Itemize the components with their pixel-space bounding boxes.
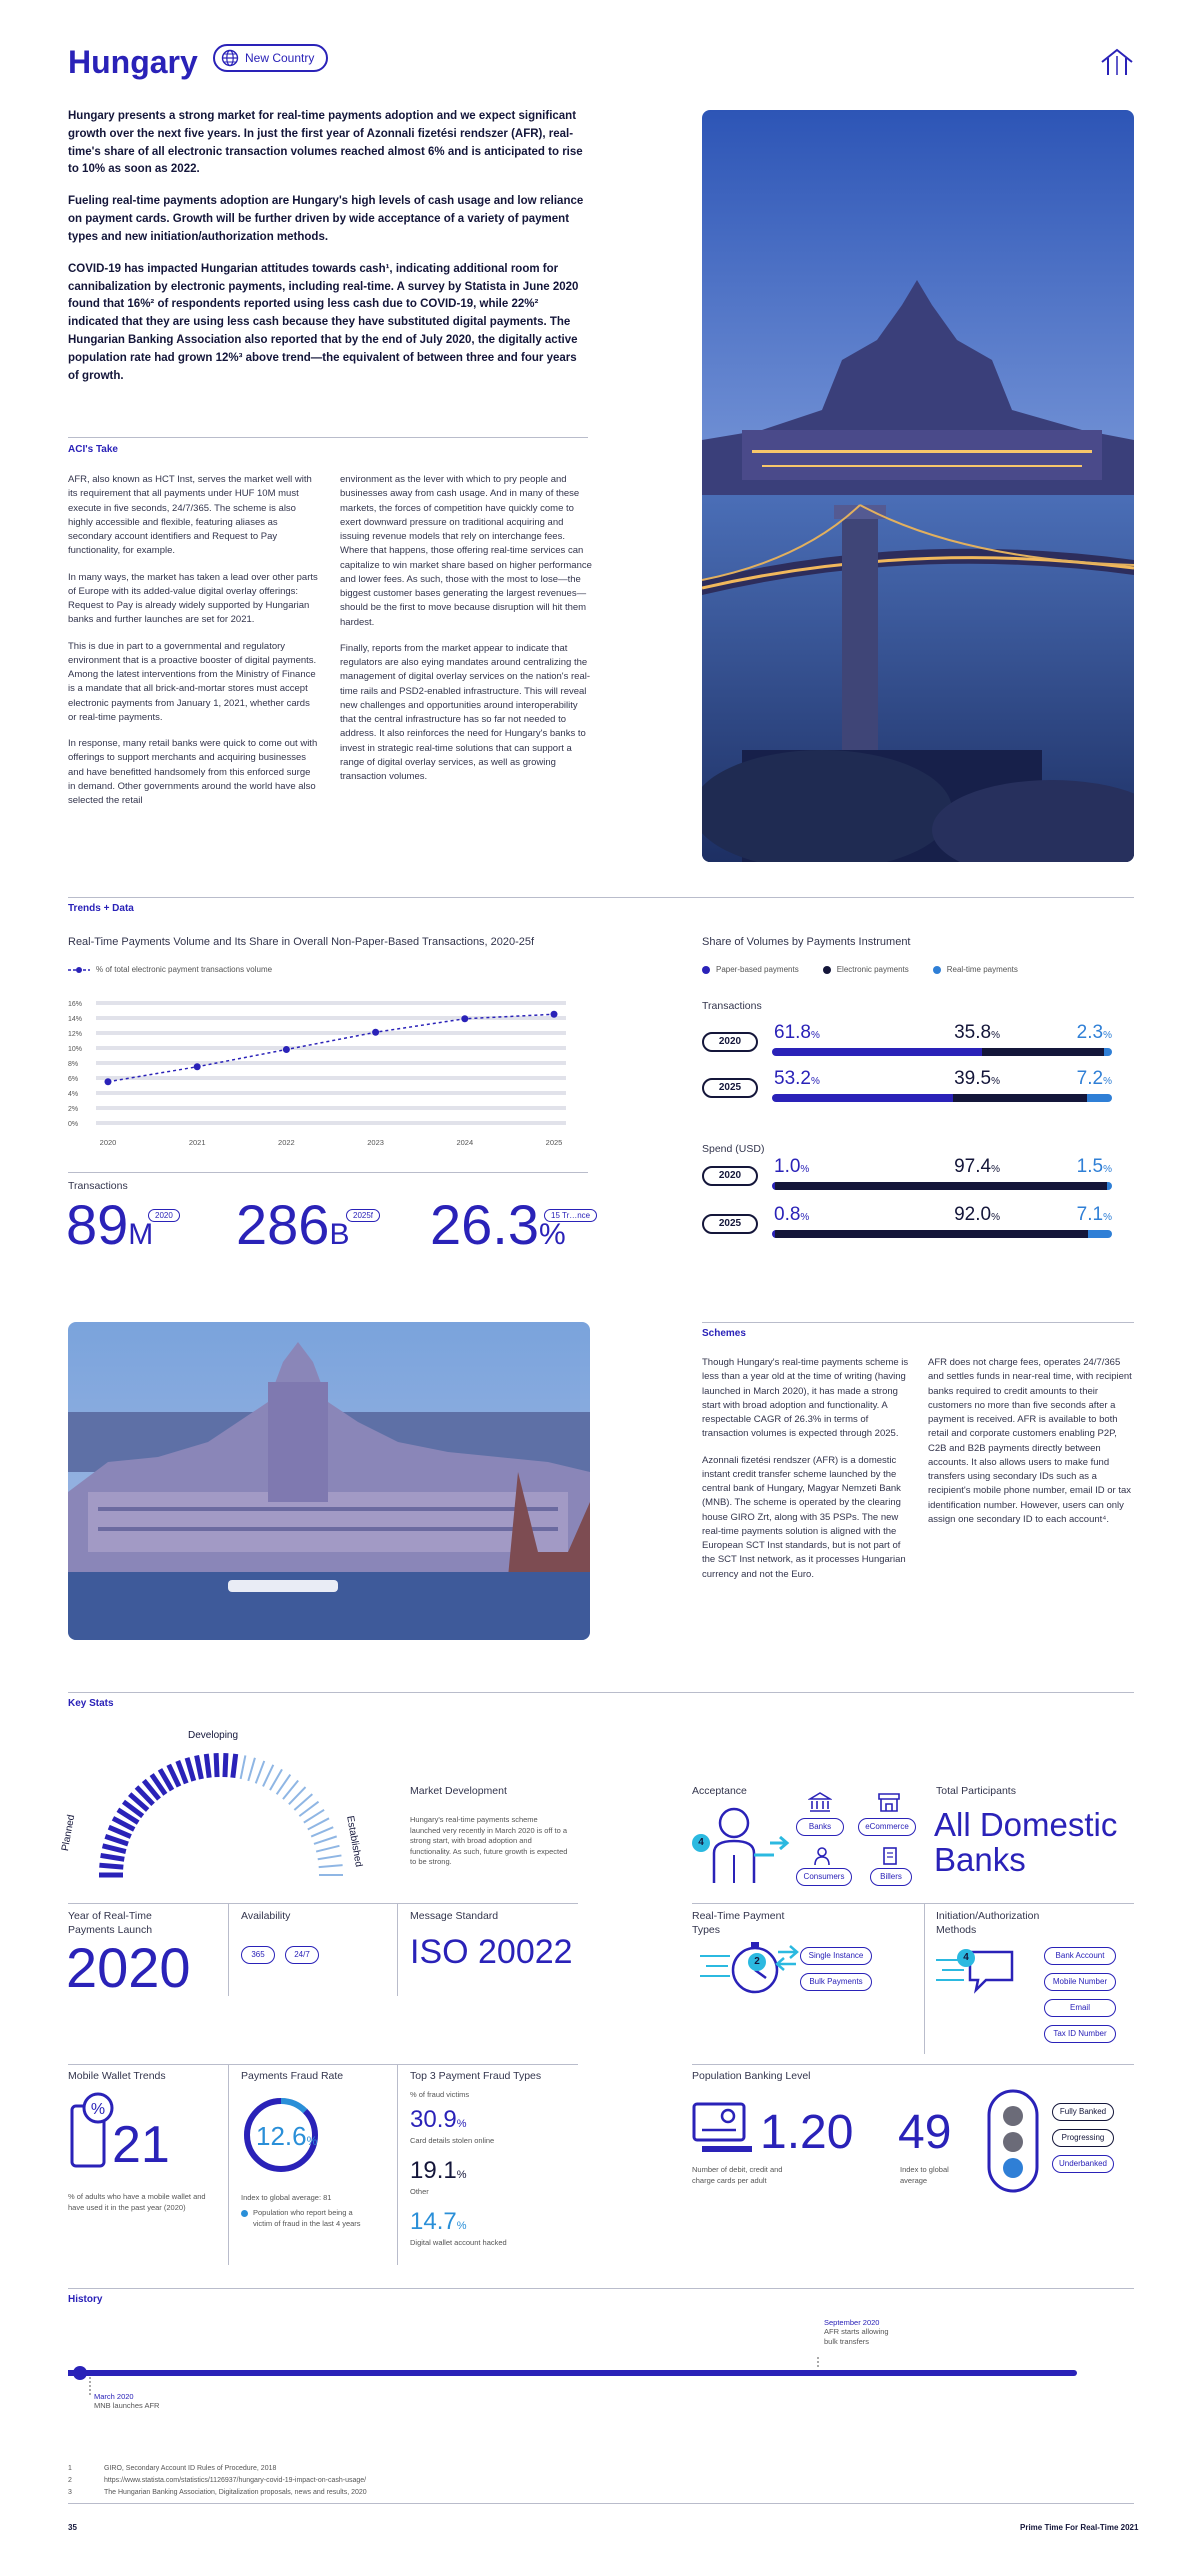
cards-label: Number of debit, credit and charge cards per adult xyxy=(692,2165,783,2185)
share-bar-segment xyxy=(1087,1094,1111,1102)
share-bar-segment xyxy=(953,1094,1087,1102)
share-value: 97.4% xyxy=(954,1156,1000,1177)
x-tick-label: 2024 xyxy=(456,1138,474,1147)
gauge-tick xyxy=(206,1754,209,1778)
globe-icon xyxy=(221,49,239,67)
fraud-rate-value xyxy=(256,2121,317,2152)
home-icon[interactable] xyxy=(1100,48,1134,76)
stat-value: 26.3 xyxy=(430,1193,539,1256)
share-bar-segment xyxy=(775,1182,1106,1190)
stat-tag: 15 Tr…nce xyxy=(544,1209,597,1222)
initiation-title: Initiation/Authorization Methods xyxy=(936,1910,1040,1936)
key-stats-label: Key Stats xyxy=(68,1698,114,1709)
gauge-label-left: Planned xyxy=(60,1813,78,1852)
gauge-tick xyxy=(187,1758,194,1781)
share-value: 7.2% xyxy=(1076,1068,1112,1089)
aci-take-col2 xyxy=(340,473,592,796)
initiation-chip: Bank Account xyxy=(1044,1947,1116,1965)
initiation-chip: Tax ID Number xyxy=(1044,2025,1116,2043)
share-number: 7.1 xyxy=(1076,1204,1104,1225)
footnote-number: 2 xyxy=(68,2477,72,2484)
maturity-gauge xyxy=(76,1735,366,1885)
stat-cagr xyxy=(430,1192,566,1257)
y-tick-label: 6% xyxy=(68,1076,79,1083)
cards-icon xyxy=(692,2100,762,2160)
data-point xyxy=(551,1011,558,1018)
share-legend xyxy=(702,965,1018,974)
index-value: 49 xyxy=(898,2106,952,2159)
stat-value: 286 xyxy=(236,1193,330,1256)
budapest-night-photo xyxy=(702,110,1134,862)
footnote-text: GIRO, Secondary Account ID Rules of Procedure, 2018 xyxy=(104,2465,277,2472)
rt-type-chip: Single Instance xyxy=(800,1947,872,1965)
x-tick-label: 2022 xyxy=(278,1138,295,1147)
paragraph: Though Hungary's real-time payments scheme is less than a year old at the time of writing (having launched in March 2020), it has made a strong start with broad adoption and functionality. A respectable CAGR of 26.3% in terms of transaction volumes is expected through 2025. xyxy=(702,1357,909,1440)
paragraph: In response, many retail banks were quick to come out with offerings to support merchants and acquiring businesses and have benefitted handsomely from this enforced surge in demand. Other governments around the world have also selected the retail xyxy=(68,738,318,806)
line-chart-title: Real-Time Payments Volume and Its Share in Overall Non-Paper-Based Transactions, 2020-25f xyxy=(68,936,535,948)
gauge-tick xyxy=(241,1755,246,1779)
banking-level-chip: Progressing xyxy=(1052,2129,1114,2147)
paragraph: In many ways, the market has taken a lead over other parts of Europe with its added-value digital overlay offerings: Request to Pay is already widely supported by Hungarian banks and further launches are set for 2021. xyxy=(68,571,318,626)
fraud-type-value: 19.1% xyxy=(410,2157,467,2184)
message-std-value: ISO 20022 xyxy=(410,1933,573,1971)
fraud-types-subtitle: % of fraud victims xyxy=(410,2090,470,2099)
transactions-label: Transactions xyxy=(68,1180,128,1192)
intro-paragraph: COVID-19 has impacted Hungarian attitudes towards cash¹, indicating additional room for cannibalization by electronic payments, including real-time. A survey by Statista in June 2020 found that 16%² of respondents reported using less cash due to COVID-19, while 22%² indicated that they are using less cash because they have substituted digital payments. The Hungarian Banking Association also reported that by the end of July 2020, the digitally active population rate had grown 12%³ above trend—the equivalent of between three and four years of growth. xyxy=(68,262,579,382)
x-tick-label: 2021 xyxy=(188,1138,206,1147)
fraud-rate-legend xyxy=(241,2208,373,2229)
banking-level-indicator xyxy=(986,2088,1040,2194)
trends-label: Trends + Data xyxy=(68,903,134,914)
initiation-chip: Email xyxy=(1044,1999,1116,2017)
bank-icon xyxy=(808,1790,832,1814)
gauge-tick xyxy=(314,1836,337,1844)
index-label: Index to global average xyxy=(900,2165,949,2185)
footnote-text[interactable]: https://www.statista.com/statistics/1126937/hungary-covid-19-impact-on-cash-usage/ xyxy=(104,2477,367,2484)
share-value: 7.1% xyxy=(1076,1204,1112,1225)
rt-types-count: 2 xyxy=(748,1953,766,1971)
gauge-tick xyxy=(103,1846,126,1852)
stat-volume-2020 xyxy=(66,1192,153,1257)
fraud-type-value: 30.9% xyxy=(410,2106,467,2133)
consumer-icon xyxy=(812,1846,832,1866)
intro-paragraph: Hungary presents a strong market for real-time payments adoption and we expect significant growth over the next five years. In just the first year of Azonnali fizetési rendszer (AFR), real-time's share of all electronic transaction volumes reached almost 6% and is anticipated to rise to 10% as soon as 2022. xyxy=(68,110,583,176)
data-point xyxy=(461,1015,468,1022)
stat-unit: % xyxy=(539,1218,566,1251)
share-bar-segment xyxy=(775,1230,1088,1238)
fraud-rate-legend-text: Population who report being a victim of fraud in the last 4 years xyxy=(253,2208,361,2228)
y-tick-label: 8% xyxy=(68,1061,79,1068)
share-transactions-label: Transactions xyxy=(702,1000,762,1012)
badge-label: New Country xyxy=(245,51,315,65)
legend-dot xyxy=(823,966,831,974)
legend-dot xyxy=(241,2210,248,2217)
fraud-type-number: 30.9 xyxy=(410,2106,457,2133)
share-bar xyxy=(772,1094,1112,1102)
paragraph: This is due in part to a governmental and regulatory environment that is a proactive booster of digital payments. Among the latest interventions from the Ministry of Finance is a mandate that all brick-and-mortar stores must accept electronic payments from January 1, 2021, whether cards or real-time payments. xyxy=(68,640,317,723)
wallet-value: 21 xyxy=(112,2116,170,2174)
gauge-label-right: Established xyxy=(344,1815,364,1868)
paragraph: AFR does not charge fees, operates 24/7/365 and settles funds in near-real time, with recipient banks required to credit amounts to their customers no more than five seconds after a payment is received. AFR is available to both retail and corporate customers enabling P2P, C2B and B2B payments directly between accounts. It also allows users to make fund transfers using secondary IDs such as a recipient's mobile phone number, email ID or tax identification number. However, users can only assign one secondary ID to each account⁴. xyxy=(928,1357,1132,1525)
schemes-col2 xyxy=(928,1356,1134,1539)
aci-take-label: ACI's Take xyxy=(68,444,118,455)
share-value: 92.0% xyxy=(954,1204,1000,1225)
gauge-tick xyxy=(263,1765,273,1787)
year-pill: 2020 xyxy=(702,1166,758,1186)
line-chart-legend xyxy=(68,965,272,974)
rt-type-chip: Bulk Payments xyxy=(800,1973,872,1991)
share-value: 61.8% xyxy=(774,1022,820,1043)
wallet-title: Mobile Wallet Trends xyxy=(68,2070,166,2082)
year-pill: 2025 xyxy=(702,1078,758,1098)
gauge-tick xyxy=(248,1758,255,1781)
share-bar-segment xyxy=(772,1094,953,1102)
gauge-tick xyxy=(225,1753,226,1777)
mobile-wallet-icon xyxy=(68,2092,118,2172)
gauge-tick xyxy=(178,1761,187,1783)
acceptance-count: 4 xyxy=(692,1834,710,1852)
share-number: 61.8 xyxy=(774,1022,811,1043)
page-number: 35 xyxy=(68,2523,77,2532)
y-tick-label: 0% xyxy=(68,1121,79,1128)
data-point xyxy=(105,1078,112,1085)
participants-title: Total Participants xyxy=(936,1785,1016,1797)
history-event xyxy=(94,2392,159,2410)
fraud-rate-number: 12.6 xyxy=(256,2121,307,2151)
legend-label: Paper-based payments xyxy=(716,965,799,974)
year-launch-title: Year of Real-Time Payments Launch xyxy=(68,1910,153,1936)
message-std-title: Message Standard xyxy=(410,1910,499,1922)
share-value: 39.5% xyxy=(954,1068,1000,1089)
fraud-type-number: 14.7 xyxy=(410,2208,457,2235)
acceptance-title: Acceptance xyxy=(692,1785,747,1797)
gauge-tick xyxy=(308,1818,329,1829)
share-spend-label: Spend (USD) xyxy=(702,1143,765,1155)
fraud-type-label: Card details stolen online xyxy=(410,2136,495,2145)
y-tick-label: 4% xyxy=(68,1091,79,1098)
history-timeline xyxy=(68,2355,1078,2395)
y-tick-label: 2% xyxy=(68,1106,79,1113)
year-launch-value: 2020 xyxy=(66,1936,191,1999)
share-number: 92.0 xyxy=(954,1204,992,1225)
share-bar-segment xyxy=(1104,1048,1112,1056)
history-event-text: AFR starts allowing bulk transfers xyxy=(824,2327,889,2346)
x-tick-label: 2025 xyxy=(545,1138,563,1147)
paragraph: Finally, reports from the market appear to indicate that regulators are also eying mandates around centralizing the management of digital overlay services on the nation's real-time rails and PSD2-enabled infrastructure. This will reveal new challenges and opportunities around interoperability that the central infrastructure has so far not needed to address. It also reinforces the need for Hungary's banks to invest in strategic real-time solutions that can support a range of digital overlay services, as well as growing transaction volumes. xyxy=(340,642,591,782)
fraud-type-value: 14.7% xyxy=(410,2208,467,2235)
share-bar-segment xyxy=(1088,1230,1112,1238)
share-value: 2.3% xyxy=(1076,1022,1112,1043)
data-point xyxy=(194,1063,201,1070)
fraud-type-label: Digital wallet account hacked xyxy=(410,2238,507,2247)
banking-level-chip: Fully Banked xyxy=(1052,2103,1114,2121)
fraud-types-title: Top 3 Payment Fraud Types xyxy=(410,2070,542,2082)
rt-types-title: Real-Time Payment Types xyxy=(692,1910,785,1936)
gauge-tick xyxy=(216,1753,217,1777)
fraud-rate-unit: % xyxy=(306,2134,318,2148)
history-label: History xyxy=(68,2294,103,2305)
y-tick-label: 14% xyxy=(68,1016,83,1023)
bill-icon xyxy=(880,1846,900,1866)
schemes-col1 xyxy=(702,1356,910,1594)
acceptance-chip: eCommerce xyxy=(858,1818,916,1836)
cards-value: 1.20 xyxy=(760,2106,854,2159)
stat-unit: B xyxy=(329,1218,350,1251)
stat-volume-2025 xyxy=(236,1192,349,1257)
share-number: 53.2 xyxy=(774,1068,811,1089)
history-event-text: MNB launches AFR xyxy=(94,2401,160,2410)
legend-label: Real-time payments xyxy=(946,965,1018,974)
stat-tag: 2020 xyxy=(148,1209,180,1222)
share-number: 1.0 xyxy=(774,1156,801,1177)
store-icon xyxy=(877,1790,901,1814)
legend-dot xyxy=(702,966,710,974)
share-value: 1.5% xyxy=(1076,1156,1112,1177)
share-number: 97.4 xyxy=(954,1156,992,1177)
parliament-photo xyxy=(68,1322,590,1640)
share-number: 39.5 xyxy=(954,1068,992,1089)
history-event-date: March 2020 xyxy=(94,2392,134,2401)
year-pill: 2025 xyxy=(702,1214,758,1234)
footnote-number: 3 xyxy=(68,2489,72,2496)
acceptance-chip: Banks xyxy=(796,1818,844,1836)
stat-value: 89 xyxy=(66,1193,129,1256)
aci-take-col1 xyxy=(68,473,320,820)
initiation-count: 4 xyxy=(957,1949,975,1967)
availability-title: Availability xyxy=(241,1910,291,1922)
availability-chip: 365 xyxy=(241,1946,275,1964)
gauge-tick xyxy=(105,1836,128,1844)
gauge-tick xyxy=(311,1827,333,1836)
share-bar xyxy=(772,1182,1112,1190)
share-number: 7.2 xyxy=(1076,1068,1104,1089)
x-tick-label: 2023 xyxy=(367,1138,384,1147)
share-number: 0.8 xyxy=(774,1204,801,1225)
initiation-chip: Mobile Number xyxy=(1044,1973,1116,1991)
history-event-date: September 2020 xyxy=(824,2318,880,2327)
footer-title: Prime Time For Real-Time 2021 xyxy=(1020,2523,1139,2532)
line-chart xyxy=(66,995,586,1160)
banking-title: Population Banking Level xyxy=(692,2070,811,2082)
paragraph: AFR, also known as HCT Inst, serves the market well with its requirement that all payments under HUF 10M must execute in five seconds, 24/7/365. The scheme is also highly accessible and flexible, featuring aliases as secondary account identifiers and Request to Pay functionality, for example. xyxy=(68,474,312,557)
market-dev-text: Hungary's real-time payments scheme launched very recently in March 2020 is off to a strong start, with broad adoption and functionality. As such, future growth is expected to be strong. xyxy=(410,1815,568,1866)
data-point xyxy=(283,1046,290,1053)
wallet-note: % of adults who have a mobile wallet and have used it in the past year (2020) xyxy=(68,2192,206,2212)
x-tick-label: 2020 xyxy=(99,1138,117,1147)
legend-dot xyxy=(933,966,941,974)
share-bar-segment xyxy=(772,1048,982,1056)
gauge-label-top: Developing xyxy=(188,1730,239,1741)
gauge-tick xyxy=(233,1754,236,1778)
market-dev-title: Market Development xyxy=(410,1785,507,1797)
svg-text:%: % xyxy=(90,2101,106,2118)
chat-icon xyxy=(936,1946,1026,1996)
gauge-tick xyxy=(270,1769,282,1790)
gauge-tick xyxy=(318,1855,342,1859)
data-point xyxy=(372,1029,379,1036)
y-tick-label: 12% xyxy=(68,1031,83,1038)
y-tick-label: 10% xyxy=(68,1046,83,1053)
banking-level-chip-selected: Underbanked xyxy=(1052,2155,1114,2173)
gauge-tick xyxy=(256,1761,265,1783)
paragraph: environment as the lever with which to pry people and businesses away from cash usage. And in many of these markets, the forces of competition have quickly come to exert downward pressure on traditional acquiring and issuing revenue models that rely on interchange fees. Where that happens, those offering real-time services can capitalize to win market share based on higher performance and lower fees. As such, those with the most to lose—the biggest customer bases generating the largest revenues—should be the first to move because disruption will hit them hardest. xyxy=(340,474,592,628)
footnote-text: The Hungarian Banking Association, Digitalization proposals, news and results, 2020 xyxy=(104,2489,367,2496)
fraud-type-number: 19.1 xyxy=(410,2157,457,2184)
stat-tag: 2025f xyxy=(346,1209,380,1222)
share-number: 35.8 xyxy=(954,1022,992,1043)
gauge-tick xyxy=(316,1846,339,1852)
fraud-type-label: Other xyxy=(410,2187,429,2196)
gauge-tick xyxy=(197,1755,202,1779)
share-bar xyxy=(772,1048,1112,1056)
page-title: Hungary xyxy=(68,44,198,80)
share-value: 53.2% xyxy=(774,1068,820,1089)
share-bar xyxy=(772,1230,1112,1238)
availability-chip: 24/7 xyxy=(285,1946,319,1964)
share-number: 2.3 xyxy=(1076,1022,1104,1043)
gauge-tick xyxy=(319,1865,343,1867)
footnote-number: 1 xyxy=(68,2465,72,2472)
share-chart-title: Share of Volumes by Payments Instrument xyxy=(702,936,911,948)
legend-label: Electronic payments xyxy=(836,965,909,974)
share-bar-segment xyxy=(982,1048,1104,1056)
arrow-icon xyxy=(770,1836,792,1850)
gauge-tick xyxy=(99,1865,123,1867)
stat-unit: M xyxy=(128,1218,154,1251)
paragraph: Azonnali fizetési rendszer (AFR) is a domestic instant credit transfer scheme launched by the central bank of Hungary, Magyar Nemzeti Bank (MNB). The scheme is operated by the clearing house GIRO Zrt, along with 35 PSPs. The new real-time payments solution is aligned with the European SCT Inst standards, but is not part of the SCT Inst network, as it processes Hungarian currency and not the Euro. xyxy=(702,1454,906,1580)
new-country-badge xyxy=(213,44,328,72)
acceptance-chip: Consumers xyxy=(796,1868,852,1886)
y-tick-label: 16% xyxy=(68,1001,83,1008)
intro-text xyxy=(68,108,588,399)
history-event xyxy=(824,2318,904,2347)
fraud-rate-title: Payments Fraud Rate xyxy=(241,2070,344,2082)
year-pill: 2020 xyxy=(702,1032,758,1052)
share-value: 0.8% xyxy=(774,1204,810,1225)
share-value: 1.0% xyxy=(774,1156,810,1177)
legend-label: % of total electronic payment transactions volume xyxy=(96,965,273,974)
fraud-rate-index: Index to global average: 81 xyxy=(241,2193,332,2202)
gauge-tick xyxy=(101,1855,125,1859)
intro-paragraph: Fueling real-time payments adoption are Hungary's high levels of cash usage and low reliance on payment cards. Growth will be further driven by wide acceptance of a variety of payment types and new initiation/authorization methods. xyxy=(68,195,584,243)
share-number: 1.5 xyxy=(1076,1156,1104,1177)
participants-value: All Domestic Banks xyxy=(934,1806,1118,1878)
schemes-label: Schemes xyxy=(702,1328,746,1339)
share-bar-segment xyxy=(1107,1182,1112,1190)
acceptance-chip: Billers xyxy=(870,1868,912,1886)
share-value: 35.8% xyxy=(954,1022,1000,1043)
